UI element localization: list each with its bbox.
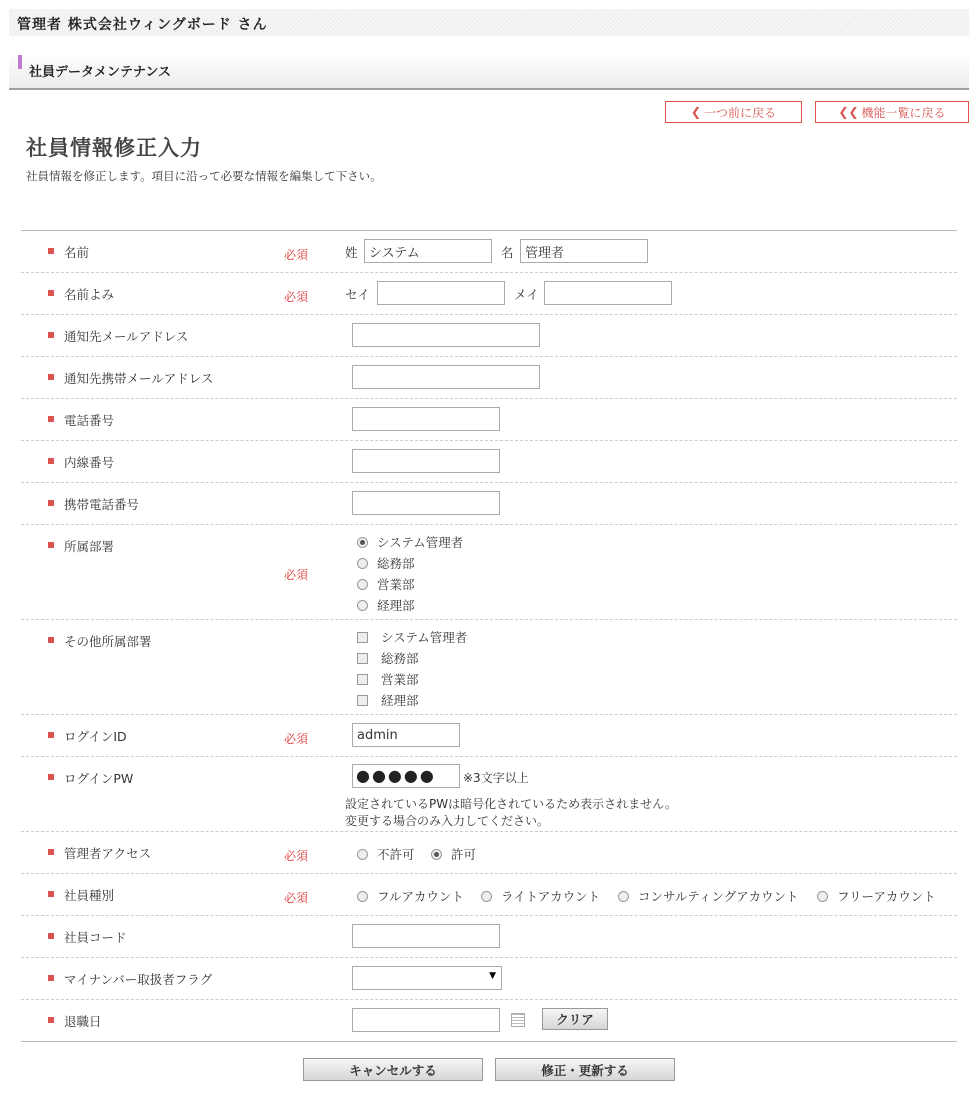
option-label: 経理部 bbox=[381, 693, 419, 708]
sei-prefix: 姓 bbox=[345, 245, 358, 260]
bullet-icon bbox=[48, 933, 54, 939]
label-email: 通知先メールアドレス bbox=[64, 329, 189, 344]
required-badge: 必須 bbox=[284, 568, 309, 582]
option-label: 営業部 bbox=[381, 672, 419, 687]
bullet-icon bbox=[48, 332, 54, 338]
option-label: 総務部 bbox=[377, 556, 415, 571]
employee-type-option[interactable] bbox=[817, 887, 936, 905]
sei-kana-input[interactable] bbox=[377, 281, 505, 305]
employee-code-input[interactable] bbox=[352, 924, 500, 948]
radio-icon bbox=[817, 891, 828, 902]
required-badge: 必須 bbox=[284, 290, 309, 304]
email-input[interactable] bbox=[352, 323, 540, 347]
back-one-label: 一つ前に戻る bbox=[704, 105, 777, 120]
mei-kana-prefix: メイ bbox=[514, 287, 539, 302]
required-badge: 必須 bbox=[284, 732, 309, 746]
retirement-date-input[interactable] bbox=[352, 1008, 500, 1032]
back-list-label: 機能一覧に戻る bbox=[861, 105, 946, 120]
bullet-icon bbox=[48, 637, 54, 643]
option-label: 許可 bbox=[451, 847, 477, 862]
password-hint: ※3文字以上 bbox=[463, 771, 529, 785]
label-mobile-email: 通知先携帯メールアドレス bbox=[64, 371, 214, 386]
section-mark bbox=[18, 55, 22, 69]
calendar-icon[interactable] bbox=[511, 1013, 525, 1027]
bullet-icon bbox=[48, 891, 54, 897]
radio-icon bbox=[357, 600, 368, 611]
form-row-department bbox=[21, 525, 957, 620]
employee-type-option[interactable] bbox=[618, 887, 799, 905]
mynumber-flag-select[interactable] bbox=[352, 966, 502, 990]
form-row-other-departments bbox=[21, 620, 957, 715]
option-label: コンサルティングアカウント bbox=[638, 889, 799, 904]
label-employee-type: 社員種別 bbox=[64, 888, 115, 903]
option-label: 経理部 bbox=[377, 598, 415, 613]
radio-icon bbox=[618, 891, 629, 902]
password-note-1: 設定されているPWは暗号化されているため表示されません。 bbox=[345, 797, 677, 811]
required-badge: 必須 bbox=[284, 248, 309, 262]
radio-icon bbox=[357, 849, 368, 860]
login-id-input[interactable] bbox=[352, 723, 460, 747]
label-name: 名前 bbox=[64, 245, 90, 260]
sei-input[interactable] bbox=[364, 239, 492, 263]
label-phone: 電話番号 bbox=[64, 413, 115, 428]
other-department-option[interactable] bbox=[357, 691, 419, 709]
bullet-icon bbox=[48, 975, 54, 981]
double-chevron-left-icon: ❮❮ bbox=[838, 105, 859, 119]
sei-kana-prefix: セイ bbox=[345, 287, 370, 302]
label-login-pw: ログインPW bbox=[64, 771, 134, 786]
label-admin-access: 管理者アクセス bbox=[64, 846, 152, 861]
checkbox-icon bbox=[357, 653, 368, 664]
employee-type-option[interactable] bbox=[481, 887, 600, 905]
cancel-button[interactable]: キャンセルする bbox=[303, 1058, 483, 1081]
bullet-icon bbox=[48, 732, 54, 738]
radio-selected-icon bbox=[357, 537, 368, 548]
bullet-icon bbox=[48, 849, 54, 855]
page-title: 社員情報修正入力 bbox=[26, 136, 202, 160]
option-label: システム管理者 bbox=[381, 630, 468, 645]
option-label: ライトアカウント bbox=[501, 889, 601, 904]
option-label: 営業部 bbox=[377, 577, 415, 592]
label-login-id: ログインID bbox=[64, 729, 127, 744]
mobile-phone-input[interactable] bbox=[352, 491, 500, 515]
clear-date-button[interactable]: クリア bbox=[542, 1008, 608, 1030]
bullet-icon bbox=[48, 774, 54, 780]
radio-icon bbox=[481, 891, 492, 902]
label-name-kana: 名前よみ bbox=[64, 287, 115, 302]
extension-input[interactable] bbox=[352, 449, 500, 473]
page-description: 社員情報を修正します。項目に沿って必要な情報を編集して下さい。 bbox=[26, 169, 382, 183]
submit-update-button[interactable]: 修正・更新する bbox=[495, 1058, 675, 1081]
bullet-icon bbox=[48, 1017, 54, 1023]
radio-icon bbox=[357, 579, 368, 590]
label-employee-code: 社員コード bbox=[64, 930, 127, 945]
label-retirement-date: 退職日 bbox=[64, 1014, 102, 1029]
checkbox-icon bbox=[357, 695, 368, 706]
admin-access-option[interactable] bbox=[431, 845, 476, 863]
other-department-option[interactable] bbox=[357, 649, 419, 667]
label-mynumber-flag: マイナンバー取扱者フラグ bbox=[64, 972, 213, 987]
label-department: 所属部署 bbox=[64, 539, 115, 554]
employee-type-option[interactable] bbox=[357, 887, 464, 905]
required-badge: 必須 bbox=[284, 849, 309, 863]
password-note-2: 変更する場合のみ入力してください。 bbox=[345, 814, 550, 828]
section-title: 社員データメンテナンス bbox=[29, 65, 171, 80]
other-department-option[interactable] bbox=[357, 628, 467, 646]
checkbox-icon bbox=[357, 674, 368, 685]
bullet-icon bbox=[48, 416, 54, 422]
checkbox-icon bbox=[357, 632, 368, 643]
form-row-admin-access bbox=[21, 832, 957, 874]
phone-input[interactable] bbox=[352, 407, 500, 431]
department-option[interactable] bbox=[357, 554, 415, 572]
other-department-option[interactable] bbox=[357, 670, 419, 688]
radio-icon bbox=[357, 891, 368, 902]
option-label: フリーアカウント bbox=[837, 889, 936, 904]
radio-selected-icon bbox=[431, 849, 442, 860]
label-other-departments: その他所属部署 bbox=[64, 634, 152, 649]
back-one-button[interactable] bbox=[665, 101, 802, 123]
section-header bbox=[9, 52, 969, 90]
label-extension: 内線番号 bbox=[64, 455, 115, 470]
form-row-login-id bbox=[21, 715, 957, 757]
mei-kana-input[interactable] bbox=[544, 281, 672, 305]
department-option[interactable] bbox=[357, 575, 415, 593]
mobile-email-input[interactable] bbox=[352, 365, 540, 389]
dropdown-arrow-icon: ▼ bbox=[489, 971, 496, 981]
bullet-icon bbox=[48, 542, 54, 548]
bullet-icon bbox=[48, 290, 54, 296]
option-label: フルアカウント bbox=[377, 889, 464, 904]
option-label: 総務部 bbox=[381, 651, 419, 666]
bullet-icon bbox=[48, 248, 54, 254]
label-mobile-phone: 携帯電話番号 bbox=[64, 497, 140, 512]
bullet-icon bbox=[48, 500, 54, 506]
option-label: 不許可 bbox=[377, 847, 415, 862]
department-option[interactable] bbox=[357, 533, 463, 551]
department-option[interactable] bbox=[357, 596, 415, 614]
admin-access-option[interactable] bbox=[357, 845, 415, 863]
option-label: システム管理者 bbox=[377, 535, 464, 550]
required-badge: 必須 bbox=[284, 891, 309, 905]
radio-icon bbox=[357, 558, 368, 569]
back-list-button[interactable] bbox=[815, 101, 969, 123]
top-bar bbox=[9, 9, 969, 36]
user-label: 管理者 株式会社ウィングボード さん bbox=[17, 17, 268, 33]
mei-input[interactable] bbox=[520, 239, 648, 263]
mei-prefix: 名 bbox=[501, 245, 514, 260]
chevron-left-icon: ❮ bbox=[690, 105, 702, 119]
password-input[interactable]: ●●●●● bbox=[352, 764, 460, 788]
bullet-icon bbox=[48, 374, 54, 380]
bullet-icon bbox=[48, 458, 54, 464]
